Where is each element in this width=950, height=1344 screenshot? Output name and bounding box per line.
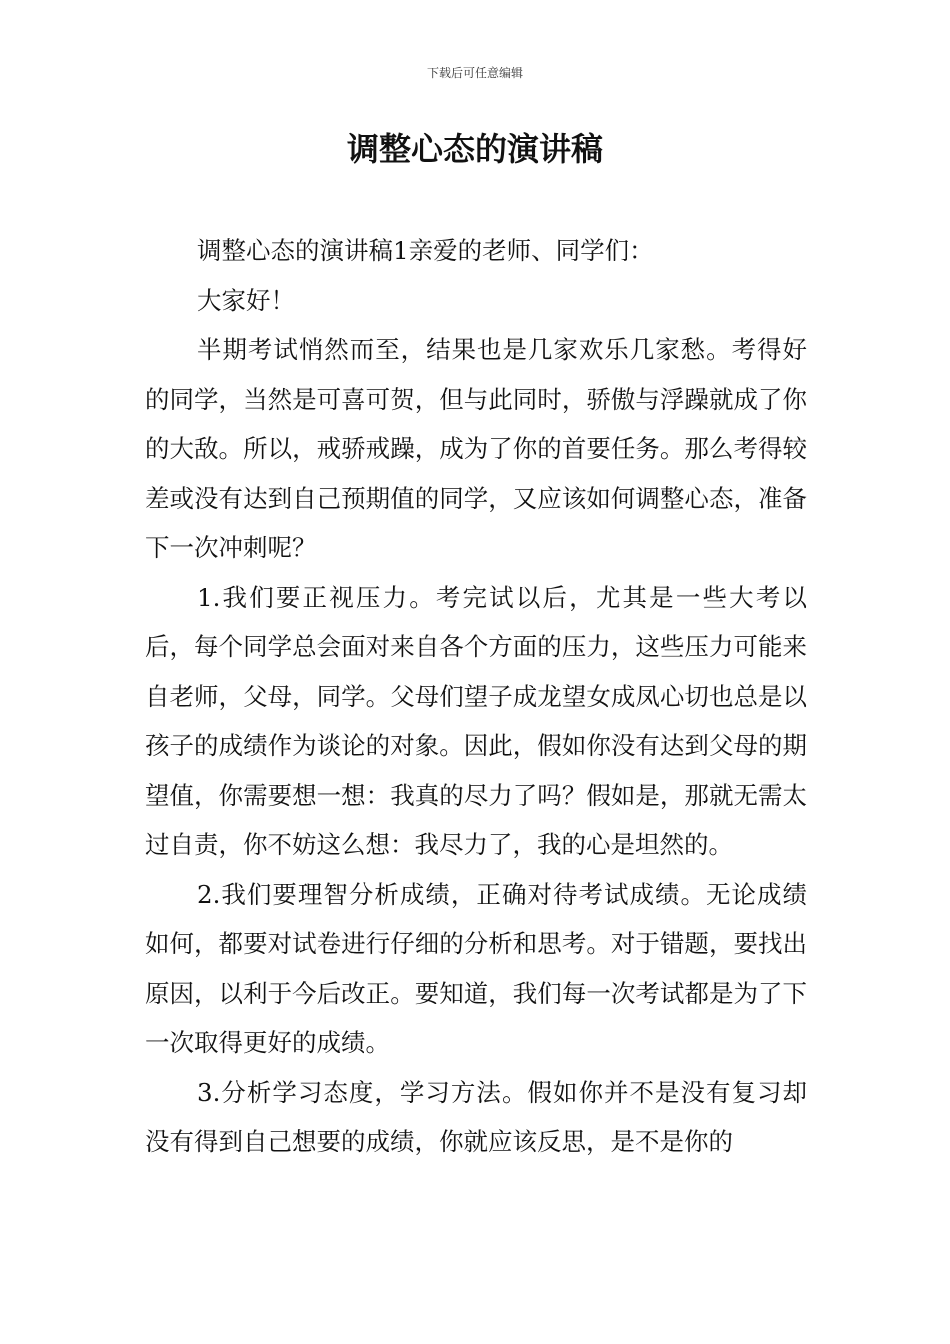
paragraph-point-2: 2.我们要理智分析成绩，正确对待考试成绩。无论成绩如何，都要对试卷进行仔细的分析和思考。对于错题，要找出原因，以利于今后改正。要知道，我们每一次考试都是为了下一次取得更好的成绩。 [145, 879, 807, 1057]
paragraph-greeting: 调整心态的演讲稿1亲爱的老师、同学们： [197, 236, 654, 265]
document-body [145, 226, 807, 1167]
paragraph-hello: 大家好！ [197, 285, 295, 315]
header-note: 下载后可任意编辑 [426, 66, 523, 80]
paragraph-point-1: 1.我们要正视压力。考完试以后，尤其是一些大考以后，每个同学总会面对来自各个方面的压力，这些压力可能来自老师，父母，同学。父母们望子成龙望女成凤心切也总是以孩子的成绩作为谈论的对象。因此，假如你没有达到父母的期望值，你需要想一想：我真的尽力了吗？假如是，那就无需太过自责，你不妨这么想：我尽力了，我的心是坦然的。 [145, 582, 807, 859]
paragraph-point-3: 3.分析学习态度，学习方法。假如你并不是没有复习却没有得到自己想要的成绩，你就应该反思，是不是你的 [145, 1077, 807, 1156]
document-title: 调整心态的演讲稿 [346, 130, 603, 168]
paragraph-intro: 半期考试悄然而至，结果也是几家欢乐几家愁。考得好的同学，当然是可喜可贺，但与此同时，骄傲与浮躁就成了你的大敌。所以，戒骄戒躁，成为了你的首要任务。那么考得较差或没有达到自己预期值的同学，又应该如何调整心态，准备下一次冲刺呢？ [145, 335, 807, 562]
